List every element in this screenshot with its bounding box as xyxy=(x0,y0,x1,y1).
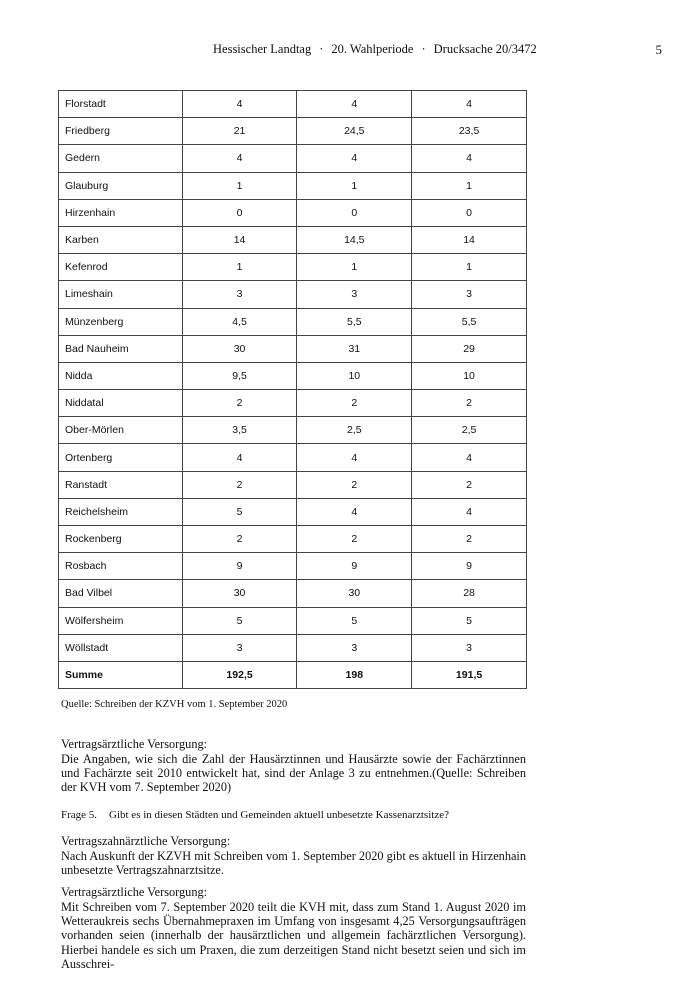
municipality-cell: Reichelsheim xyxy=(59,498,183,525)
value-cell-1: 4,5 xyxy=(182,308,297,335)
municipality-cell: Kefenrod xyxy=(59,254,183,281)
table-row xyxy=(59,444,527,471)
value-cell-1: 9,5 xyxy=(182,362,297,389)
value-cell-1: 3 xyxy=(182,281,297,308)
value-cell-3: 191,5 xyxy=(412,661,527,688)
question-label: Frage 5. xyxy=(61,809,98,821)
value-cell-2: 3 xyxy=(297,634,412,661)
table-row xyxy=(59,91,527,118)
table-row xyxy=(59,172,527,199)
table-row xyxy=(59,362,527,389)
value-cell-2: 24,5 xyxy=(297,118,412,145)
value-cell-3: 23,5 xyxy=(412,118,527,145)
value-cell-1: 14 xyxy=(182,226,297,253)
value-cell-3: 5,5 xyxy=(412,308,527,335)
value-cell-2: 0 xyxy=(297,199,412,226)
value-cell-3: 3 xyxy=(412,281,527,308)
header-period: 20. Wahlperiode xyxy=(331,42,414,56)
page-header xyxy=(0,42,700,58)
value-cell-3: 10 xyxy=(412,362,527,389)
table-row xyxy=(59,145,527,172)
value-cell-2: 3 xyxy=(297,281,412,308)
municipality-cell: Glauburg xyxy=(59,172,183,199)
value-cell-2: 1 xyxy=(297,254,412,281)
table-row xyxy=(59,118,527,145)
municipality-cell: Ranstadt xyxy=(59,471,183,498)
source-note: Quelle: Schreiben der KZVH vom 1. September 2020 xyxy=(61,699,288,710)
page-number: 5 xyxy=(655,42,662,57)
header-separator: · xyxy=(421,42,426,56)
table-row xyxy=(59,199,527,226)
header-document: Drucksache 20/3472 xyxy=(433,42,537,56)
municipality-cell: Ortenberg xyxy=(59,444,183,471)
value-cell-3: 1 xyxy=(412,254,527,281)
value-cell-2: 2,5 xyxy=(297,417,412,444)
value-cell-1: 4 xyxy=(182,145,297,172)
value-cell-2: 30 xyxy=(297,580,412,607)
table-row xyxy=(59,526,527,553)
table-row xyxy=(59,634,527,661)
header-separator: · xyxy=(319,42,324,56)
value-cell-3: 0 xyxy=(412,199,527,226)
value-cell-3: 29 xyxy=(412,335,527,362)
value-cell-3: 28 xyxy=(412,580,527,607)
municipality-cell: Niddatal xyxy=(59,390,183,417)
value-cell-2: 198 xyxy=(297,661,412,688)
value-cell-2: 4 xyxy=(297,145,412,172)
value-cell-2: 4 xyxy=(297,444,412,471)
municipality-cell: Wölfersheim xyxy=(59,607,183,634)
section-body-aerztliche-2: Mit Schreiben vom 7. September 2020 teilt die KVH mit, dass zum Stand 1. August 2020 im Wetteraukreis sechs Übernahmepraxen im Umfang von insgesamt 4,25 Versorgungsaufträgen vorhanden seien (innerhalb der hausärztlichen und allgemein fachärztlichen Versorgung). Hierbei handele es sich um Praxen, die zum derzeitigen Stand nicht besetzt seien und sich im Ausschrei- xyxy=(61,900,526,971)
value-cell-3: 5 xyxy=(412,607,527,634)
value-cell-3: 2,5 xyxy=(412,417,527,444)
table-row xyxy=(59,498,527,525)
municipality-cell: Bad Nauheim xyxy=(59,335,183,362)
value-cell-1: 5 xyxy=(182,607,297,634)
value-cell-1: 30 xyxy=(182,580,297,607)
value-cell-1: 192,5 xyxy=(182,661,297,688)
value-cell-2: 2 xyxy=(297,471,412,498)
municipality-cell: Florstadt xyxy=(59,91,183,118)
municipality-cell: Hirzenhain xyxy=(59,199,183,226)
value-cell-2: 5,5 xyxy=(297,308,412,335)
value-cell-2: 10 xyxy=(297,362,412,389)
value-cell-2: 4 xyxy=(297,498,412,525)
value-cell-3: 4 xyxy=(412,91,527,118)
section-heading-zahnaerztliche: Vertragszahnärztliche Versorgung: xyxy=(61,834,231,848)
municipality-cell: Rockenberg xyxy=(59,526,183,553)
value-cell-1: 1 xyxy=(182,254,297,281)
table-row xyxy=(59,580,527,607)
value-cell-3: 2 xyxy=(412,471,527,498)
value-cell-1: 1 xyxy=(182,172,297,199)
table-row xyxy=(59,417,527,444)
section-body-zahnaerztliche: Nach Auskunft der KZVH mit Schreiben vom 1. September 2020 gibt es aktuell in Hirzenhain unbesetzte Vertragszahnarztsitze. xyxy=(61,849,526,878)
table-sum-row xyxy=(59,661,527,688)
question-text: Gibt es in diesen Städten und Gemeinden aktuell unbesetzte Kassenarztsitze? xyxy=(109,809,449,821)
section-body-aerztliche: Die Angaben, wie sich die Zahl der Hausärztinnen und Hausärzte sowie der Fachärztinnen und Fachärzte seit 2010 entwickelt hat, sind der Anlage 3 zu entnehmen.(Quelle: Schreiben der KVH vom 7. September 2020) xyxy=(61,752,526,795)
table-row xyxy=(59,471,527,498)
value-cell-1: 4 xyxy=(182,91,297,118)
value-cell-3: 2 xyxy=(412,526,527,553)
value-cell-1: 5 xyxy=(182,498,297,525)
municipality-cell: Ober-Mörlen xyxy=(59,417,183,444)
value-cell-1: 2 xyxy=(182,471,297,498)
value-cell-2: 2 xyxy=(297,390,412,417)
value-cell-3: 3 xyxy=(412,634,527,661)
value-cell-2: 31 xyxy=(297,335,412,362)
municipality-cell: Rosbach xyxy=(59,553,183,580)
municipality-cell: Bad Vilbel xyxy=(59,580,183,607)
value-cell-1: 9 xyxy=(182,553,297,580)
practices-table xyxy=(58,90,527,689)
value-cell-3: 4 xyxy=(412,444,527,471)
value-cell-1: 2 xyxy=(182,390,297,417)
value-cell-3: 2 xyxy=(412,390,527,417)
value-cell-2: 4 xyxy=(297,91,412,118)
table-row xyxy=(59,254,527,281)
municipality-cell: Münzenberg xyxy=(59,308,183,335)
municipality-cell: Friedberg xyxy=(59,118,183,145)
value-cell-2: 2 xyxy=(297,526,412,553)
table-row xyxy=(59,390,527,417)
municipality-cell: Wöllstadt xyxy=(59,634,183,661)
running-header xyxy=(213,42,537,57)
value-cell-2: 14,5 xyxy=(297,226,412,253)
value-cell-1: 4 xyxy=(182,444,297,471)
table-row xyxy=(59,607,527,634)
value-cell-3: 4 xyxy=(412,145,527,172)
table-row xyxy=(59,335,527,362)
table-row xyxy=(59,226,527,253)
municipality-cell: Karben xyxy=(59,226,183,253)
value-cell-1: 0 xyxy=(182,199,297,226)
value-cell-2: 1 xyxy=(297,172,412,199)
header-parliament: Hessischer Landtag xyxy=(213,42,312,56)
value-cell-1: 3,5 xyxy=(182,417,297,444)
municipality-cell: Limeshain xyxy=(59,281,183,308)
section-heading-aerztliche-2: Vertragsärztliche Versorgung: xyxy=(61,885,208,899)
value-cell-1: 2 xyxy=(182,526,297,553)
table-row xyxy=(59,308,527,335)
value-cell-2: 9 xyxy=(297,553,412,580)
value-cell-3: 9 xyxy=(412,553,527,580)
municipality-cell: Gedern xyxy=(59,145,183,172)
value-cell-1: 30 xyxy=(182,335,297,362)
question-5 xyxy=(61,809,531,821)
value-cell-1: 21 xyxy=(182,118,297,145)
table-row xyxy=(59,281,527,308)
municipality-cell: Nidda xyxy=(59,362,183,389)
value-cell-3: 1 xyxy=(412,172,527,199)
table-row xyxy=(59,553,527,580)
section-heading-aerztliche: Vertragsärztliche Versorgung: xyxy=(61,737,208,751)
sum-label-cell: Summe xyxy=(59,661,183,688)
value-cell-3: 4 xyxy=(412,498,527,525)
value-cell-3: 14 xyxy=(412,226,527,253)
value-cell-2: 5 xyxy=(297,607,412,634)
value-cell-1: 3 xyxy=(182,634,297,661)
